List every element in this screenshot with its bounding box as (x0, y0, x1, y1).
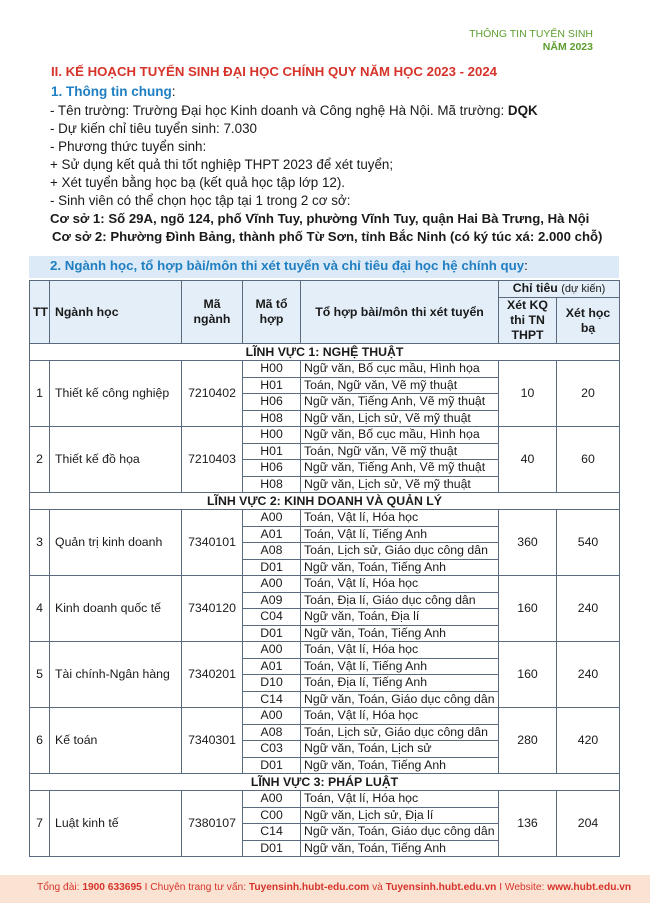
table-row (30, 708, 620, 725)
combo-code: C00 (243, 807, 301, 824)
combo-subjects: Toán, Vật lí, Tiếng Anh (301, 658, 499, 675)
school-name: - Tên trường: Trường Đại học Kinh doanh và Công nghệ Hà Nội. Mã trường: (50, 103, 508, 118)
subsection-majors-title: 2. Ngành học, tổ hợp bài/môn thi xét tuyển và chỉ tiêu đại học hệ chính quy (50, 258, 525, 273)
combo-subjects: Toán, Lịch sử, Giáo dục công dân (301, 724, 499, 741)
combo-subjects: Ngữ văn, Toán, Giáo dục công dân (301, 691, 499, 708)
combo-code: D01 (243, 840, 301, 857)
subsection-general-info (51, 84, 176, 99)
table-row (30, 642, 620, 659)
quota-hocba: 60 (557, 427, 620, 493)
major-code: 7210403 (182, 427, 243, 493)
campus-2: Cơ sở 2: Phường Đình Bảng, thành phố Từ Sơn, tỉnh Bắc Ninh (có ký túc xá: 2.000 chỗ) (52, 229, 603, 244)
combo-code: A08 (243, 543, 301, 560)
major-code: 7340101 (182, 510, 243, 576)
table-row (30, 361, 620, 378)
major-index: 5 (30, 642, 50, 708)
footer-hotline: 1900 633695 (82, 882, 142, 893)
combo-code: H01 (243, 377, 301, 394)
combo-code: A00 (243, 510, 301, 527)
combo-code: C14 (243, 691, 301, 708)
combo-subjects: Toán, Lịch sử, Giáo dục công dân (301, 543, 499, 560)
combo-subjects: Ngữ văn, Toán, Tiếng Anh (301, 757, 499, 774)
quota-hocba: 420 (557, 708, 620, 774)
header-tt: TT (30, 281, 50, 344)
major-code: 7340120 (182, 576, 243, 642)
combo-subjects: Toán, Vật lí, Hóa học (301, 708, 499, 725)
field-row (30, 493, 620, 510)
quota-thpt: 360 (499, 510, 557, 576)
footer (37, 882, 632, 893)
combo-subjects: Toán, Vật lí, Hóa học (301, 642, 499, 659)
major-name: Luật kinh tế (50, 791, 182, 857)
footer-site3-link[interactable]: www.hubt.edu.vn (547, 882, 632, 893)
combo-code: H08 (243, 410, 301, 427)
combo-code: H08 (243, 476, 301, 493)
combo-subjects: Ngữ văn, Lịch sử, Vẽ mỹ thuật (301, 476, 499, 493)
major-name: Quản trị kinh doanh (50, 510, 182, 576)
footer-site1-link[interactable]: Tuyensinh.hubt-edu.com (248, 882, 370, 893)
major-index: 6 (30, 708, 50, 774)
method-1: + Sử dụng kết quả thi tốt nghiệp THPT 2023 để xét tuyển; (50, 157, 394, 172)
footer-sep2: I Website: (496, 882, 548, 893)
table-row (30, 576, 620, 593)
combo-code: C14 (243, 824, 301, 841)
combo-subjects: Toán, Địa lí, Giáo dục công dân (301, 592, 499, 609)
combo-code: H01 (243, 443, 301, 460)
combo-subjects: Toán, Ngữ văn, Vẽ mỹ thuật (301, 443, 499, 460)
combo-code: A00 (243, 791, 301, 808)
subsection-colon: : (524, 258, 528, 273)
combo-code: H00 (243, 361, 301, 378)
combo-subjects: Toán, Ngữ văn, Vẽ mỹ thuật (301, 377, 499, 394)
combo-subjects: Ngữ văn, Lịch sử, Địa lí (301, 807, 499, 824)
combo-subjects: Ngữ văn, Toán, Địa lí (301, 609, 499, 626)
general-info (50, 102, 610, 246)
quota-thpt: 136 (499, 791, 557, 857)
major-code: 7380107 (182, 791, 243, 857)
combo-code: A00 (243, 708, 301, 725)
combo-subjects: Toán, Địa lí, Tiếng Anh (301, 675, 499, 692)
combo-subjects: Ngữ văn, Toán, Tiếng Anh (301, 840, 499, 857)
majors-table (29, 280, 620, 857)
header-quota-note: (dự kiến) (561, 283, 606, 295)
subsection-colon: : (171, 84, 176, 99)
quota-hocba: 240 (557, 642, 620, 708)
combo-code: C04 (243, 609, 301, 626)
field-row (30, 774, 620, 791)
table-row (30, 427, 620, 444)
header-combo: Tổ hợp bài/môn thi xét tuyển (301, 281, 499, 344)
major-code: 7210402 (182, 361, 243, 427)
combo-code: C03 (243, 741, 301, 758)
combo-code: D01 (243, 757, 301, 774)
combo-subjects: Toán, Vật lí, Hóa học (301, 510, 499, 527)
table-row (30, 510, 620, 527)
major-index: 3 (30, 510, 50, 576)
subsection-majors (50, 258, 528, 273)
combo-subjects: Ngữ văn, Tiếng Anh, Vẽ mỹ thuật (301, 394, 499, 411)
quota-hocba: 540 (557, 510, 620, 576)
footer-site2-link[interactable]: Tuyensinh.hubt.edu.vn (385, 882, 497, 893)
combo-subjects: Ngữ văn, Bố cục mầu, Hình họa (301, 427, 499, 444)
header-quota (499, 281, 620, 298)
header-line1: THÔNG TIN TUYỂN SINH (469, 28, 593, 40)
campus-1: Cơ sở 1: Số 29A, ngõ 124, phố Vĩnh Tuy, phường Vĩnh Tuy, quận Hai Bà Trưng, Hà Nội (50, 211, 590, 226)
quota-line: - Dự kiến chỉ tiêu tuyển sinh: 7.030 (50, 121, 257, 136)
section-title: II. KẾ HOẠCH TUYỂN SINH ĐẠI HỌC CHÍNH QUY NĂM HỌC 2023 - 2024 (51, 64, 498, 79)
page-header (469, 28, 593, 54)
combo-subjects: Toán, Vật lí, Tiếng Anh (301, 526, 499, 543)
header-combo-code: Mã tổ hợp (243, 281, 301, 344)
major-code: 7340201 (182, 642, 243, 708)
combo-subjects: Ngữ văn, Lịch sử, Vẽ mỹ thuật (301, 410, 499, 427)
footer-and: và (369, 882, 386, 893)
combo-subjects: Ngữ văn, Toán, Tiếng Anh (301, 559, 499, 576)
header-quota-label: Chỉ tiêu (512, 281, 558, 295)
table-body (30, 344, 620, 857)
quota-thpt: 160 (499, 576, 557, 642)
subsection-general-info-title: 1. Thông tin chung (51, 84, 172, 99)
header-major: Ngành học (50, 281, 182, 344)
footer-hotline-label: Tổng đài: (37, 882, 83, 893)
combo-code: A01 (243, 658, 301, 675)
header-hocba: Xét học bạ (557, 298, 620, 344)
major-name: Thiết kế đồ họa (50, 427, 182, 493)
table-row (30, 791, 620, 808)
school-code: DQK (507, 103, 538, 118)
major-name: Thiết kế công nghiệp (50, 361, 182, 427)
combo-code: D10 (243, 675, 301, 692)
quota-thpt: 40 (499, 427, 557, 493)
major-index: 2 (30, 427, 50, 493)
header-line2: NĂM 2023 (542, 41, 593, 53)
field-heading: LĨNH VỰC 1: NGHỆ THUẬT (30, 344, 620, 361)
combo-code: A08 (243, 724, 301, 741)
school-line (50, 102, 610, 120)
combo-code: A00 (243, 642, 301, 659)
quota-hocba: 20 (557, 361, 620, 427)
combo-subjects: Ngữ văn, Toán, Lịch sử (301, 741, 499, 758)
combo-subjects: Toán, Vật lí, Hóa học (301, 791, 499, 808)
major-index: 4 (30, 576, 50, 642)
combo-subjects: Toán, Vật lí, Hóa học (301, 576, 499, 593)
major-code: 7340301 (182, 708, 243, 774)
combo-subjects: Ngữ văn, Toán, Tiếng Anh (301, 625, 499, 642)
combo-code: D01 (243, 625, 301, 642)
combo-code: A09 (243, 592, 301, 609)
combo-subjects: Ngữ văn, Tiếng Anh, Vẽ mỹ thuật (301, 460, 499, 477)
header-major-code: Mã ngành (182, 281, 243, 344)
major-name: Kế toán (50, 708, 182, 774)
major-name: Kinh doanh quốc tế (50, 576, 182, 642)
field-row (30, 344, 620, 361)
combo-code: H06 (243, 394, 301, 411)
quota-hocba: 204 (557, 791, 620, 857)
major-name: Tài chính-Ngân hàng (50, 642, 182, 708)
footer-sep1: I Chuyên trang tư vấn: (141, 882, 249, 893)
campus-note: - Sinh viên có thể chọn học tập tại 1 trong 2 cơ sở: (50, 193, 351, 208)
combo-code: A01 (243, 526, 301, 543)
quota-thpt: 10 (499, 361, 557, 427)
combo-code: H06 (243, 460, 301, 477)
quota-thpt: 280 (499, 708, 557, 774)
method-2: + Xét tuyển bằng học bạ (kết quả học tập lớp 12). (50, 175, 346, 190)
quota-hocba: 240 (557, 576, 620, 642)
combo-subjects: Ngữ văn, Toán, Giáo dục công dân (301, 824, 499, 841)
combo-code: A00 (243, 576, 301, 593)
combo-code: H00 (243, 427, 301, 444)
major-index: 1 (30, 361, 50, 427)
combo-code: D01 (243, 559, 301, 576)
field-heading: LĨNH VỰC 2: KINH DOANH VÀ QUẢN LÝ (30, 493, 620, 510)
major-index: 7 (30, 791, 50, 857)
combo-subjects: Ngữ văn, Bố cục mầu, Hình họa (301, 361, 499, 378)
field-heading: LĨNH VỰC 3: PHÁP LUẬT (30, 774, 620, 791)
quota-thpt: 160 (499, 642, 557, 708)
header-thpt: Xét KQ thi TN THPT (499, 298, 557, 344)
methods-title: - Phương thức tuyển sinh: (50, 139, 207, 154)
